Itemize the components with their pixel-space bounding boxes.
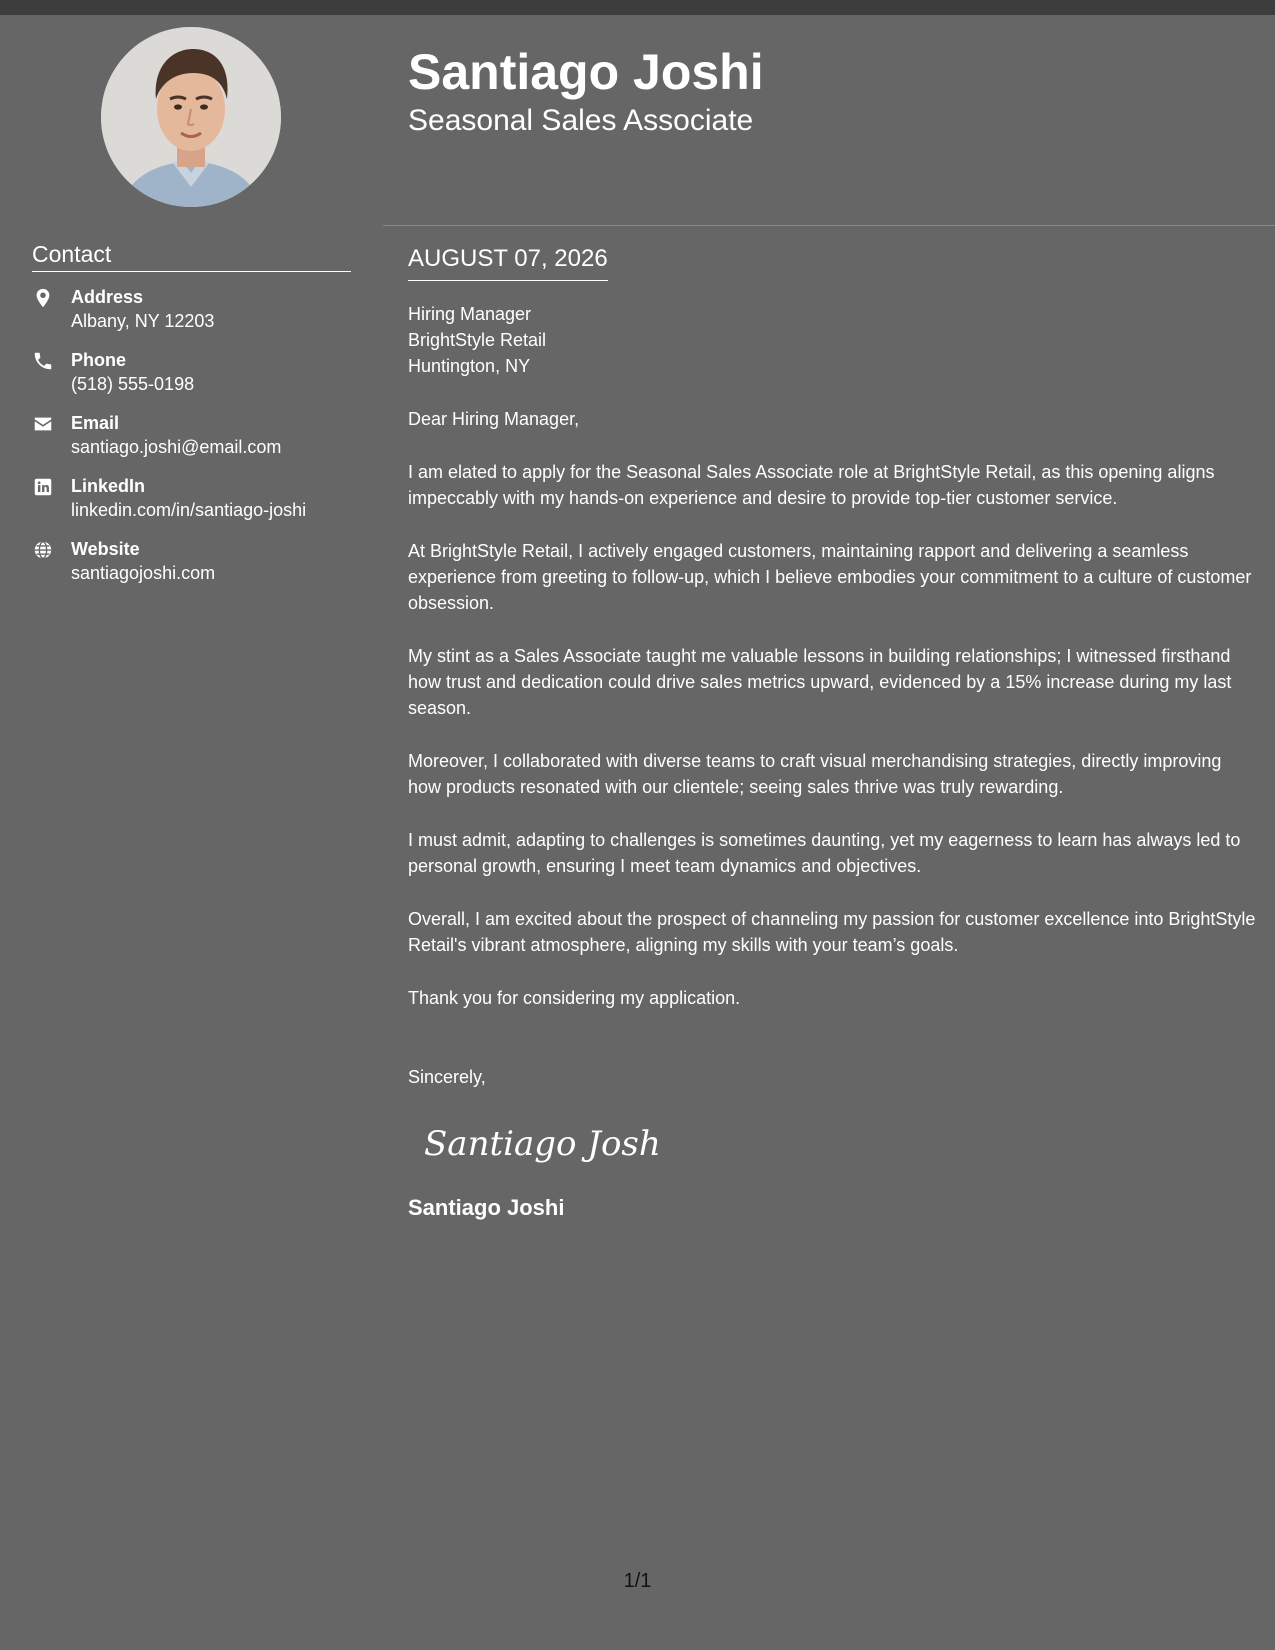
envelope-icon xyxy=(32,413,54,435)
applicant-name: Santiago Joshi xyxy=(408,44,764,100)
recipient-line: BrightStyle Retail xyxy=(408,330,547,350)
letter-body xyxy=(408,243,1258,1222)
recipient-line: Hiring Manager xyxy=(408,304,532,324)
contact-item-phone xyxy=(32,348,362,411)
profile-photo xyxy=(101,27,281,207)
contact-item-email xyxy=(32,411,362,474)
salutation: Dear Hiring Manager, xyxy=(408,409,580,429)
linkedin-icon xyxy=(32,476,54,498)
contact-value-website: santiagojoshi.com xyxy=(71,563,216,583)
contact-item-website xyxy=(32,537,362,600)
signer-name: Santiago Joshi xyxy=(408,1195,565,1220)
sidebar xyxy=(0,15,382,1650)
contact-label-website: Website xyxy=(71,539,140,559)
phone-icon xyxy=(32,350,54,372)
job-title: Seasonal Sales Associate xyxy=(408,104,754,137)
contact-value-address: Albany, NY 12203 xyxy=(71,311,215,331)
recipient-block xyxy=(408,301,1258,379)
letter-paragraph: I am elated to apply for the Seasonal Sales Associate role at BrightStyle Retail, as this opening aligns impeccably with my hands-on experience and desire to provide top-tier customer service. xyxy=(408,462,1215,508)
letter-paragraph: My stint as a Sales Associate taught me valuable lessons in building relationships; I witnessed firsthand how trust and dedication could drive sales metrics upward, evidenced by a 15% increase during my last season. xyxy=(408,646,1232,718)
letter-paragraph: I must admit, adapting to challenges is sometimes daunting, yet my eagerness to learn has always led to personal growth, ensuring I meet team dynamics and objectives. xyxy=(408,830,1241,876)
letter-paragraph: Overall, I am excited about the prospect of channeling my passion for customer excellence into BrightStyle Retail's vibrant atmosphere, aligning my skills with your team’s goals. xyxy=(408,909,1256,955)
header-divider xyxy=(383,225,1275,226)
contact-value-phone: (518) 555-0198 xyxy=(71,374,195,394)
contact-list xyxy=(32,285,362,600)
contact-label-phone: Phone xyxy=(71,350,127,370)
letter-paragraph: Thank you for considering my application. xyxy=(408,988,741,1008)
contact-heading: Contact xyxy=(32,241,351,272)
letter-paragraph: Moreover, I collaborated with diverse teams to craft visual merchandising strategies, directly improving how products resonated with our clientele; seeing sales thrive was truly rewarding. xyxy=(408,751,1222,797)
page-number: 1/1 xyxy=(623,1570,652,1592)
contact-value-linkedin: linkedin.com/in/santiago-joshi xyxy=(71,500,307,520)
top-bar xyxy=(0,0,1275,15)
closing: Sincerely, xyxy=(408,1067,486,1087)
letter-date: AUGUST 07, 2026 xyxy=(408,243,608,281)
contact-item-address xyxy=(32,285,362,348)
contact-label-linkedin: LinkedIn xyxy=(71,476,146,496)
map-pin-icon xyxy=(32,287,54,309)
letter-paragraph: At BrightStyle Retail, I actively engaged customers, maintaining rapport and delivering a seamless experience from greeting to follow-up, which I believe embodies your commitment to a culture of customer obsession. xyxy=(408,541,1252,613)
handwritten-signature xyxy=(420,1115,660,1171)
contact-item-linkedin xyxy=(32,474,362,537)
contact-label-email: Email xyxy=(71,413,120,433)
contact-value-email: santiago.joshi@email.com xyxy=(71,437,282,457)
contact-label-address: Address xyxy=(71,287,144,307)
signature-text: Santiago Joshi xyxy=(424,1124,660,1164)
globe-icon xyxy=(32,539,54,561)
recipient-line: Huntington, NY xyxy=(408,356,531,376)
